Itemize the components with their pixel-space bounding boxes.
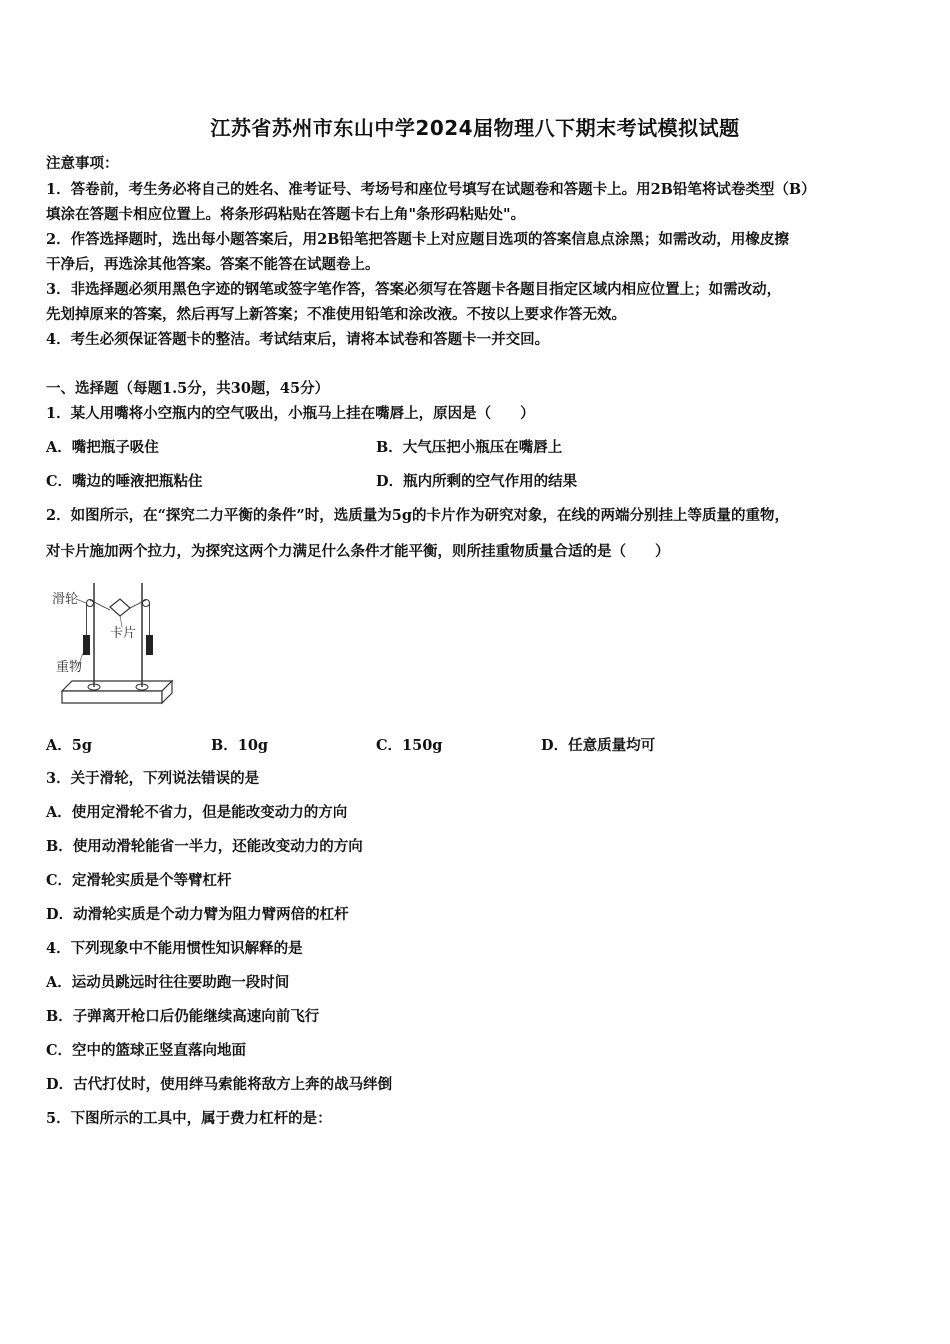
notice-line: 1．答卷前，考生务必将自己的姓名、准考证号、考场号和座位号填写在试题卷和答题卡上。用2B铅笔将试卷类型（B） — [46, 181, 816, 198]
card — [110, 599, 130, 616]
question-3-option-a: A．使用定滑轮不省力，但是能改变动力的方向 — [46, 804, 348, 821]
notice-line: 2．作答选择题时，选出每小题答案后，用2B铅笔把答题卡上对应题目选项的答案信息点涂黑；如需改动，用橡皮擦 — [46, 231, 789, 248]
left-weight — [83, 635, 90, 655]
right-weight — [146, 635, 153, 655]
card-label: 卡片 — [110, 626, 137, 641]
question-3-option-b: B．使用动滑轮能省一半力，还能改变动力的方向 — [46, 838, 363, 855]
two-force-balance-figure — [50, 575, 180, 710]
question-3-option-c: C．定滑轮实质是个等臂杠杆 — [46, 872, 232, 889]
question-3-stem: 3．关于滑轮，下列说法错误的是 — [46, 770, 260, 787]
left-pulley — [87, 600, 94, 607]
base-board-front — [62, 691, 162, 703]
question-5-stem: 5．下图所示的工具中，属于费力杠杆的是： — [46, 1110, 332, 1127]
apparatus-diagram — [50, 575, 180, 710]
question-4-option-c: C．空中的篮球正竖直落向地面 — [46, 1042, 247, 1059]
question-2-option-b: B．10g — [211, 737, 269, 754]
question-4-option-d: D．古代打仗时，使用绊马索能将敌方上奔的战马绊倒 — [46, 1076, 393, 1093]
notice-heading: 注意事项： — [46, 155, 119, 172]
question-1-option-d: D．瓶内所剩的空气作用的结果 — [376, 473, 578, 490]
question-3-option-d: D．动滑轮实质是个动力臂为阻力臂两倍的杠杆 — [46, 906, 349, 923]
question-4-option-a: A．运动员跳远时往往要助跑一段时间 — [46, 974, 290, 991]
question-2-stem: 对卡片施加两个拉力，为探究这两个力满足什么条件才能平衡，则所挂重物质量合适的是（ ） — [46, 543, 670, 560]
weight-label: 重物 — [56, 660, 83, 675]
question-1-option-a: A．嘴把瓶子吸住 — [46, 439, 159, 456]
notice-line: 3．非选择题必须用黑色字迹的钢笔或签字笔作答，答案必须写在答题卡各题目指定区域内相应位置上；如需改动， — [46, 281, 782, 298]
section-heading: 一、选择题（每题1.5分，共30题，45分） — [46, 380, 330, 397]
notice-line: 4．考生必须保证答题卡的整洁。考试结束后，请将本试卷和答题卡一并交回。 — [46, 331, 550, 348]
question-1-option-b: B．大气压把小瓶压在嘴唇上 — [376, 439, 563, 456]
question-1-stem: 1．某人用嘴将小空瓶内的空气吸出，小瓶马上挂在嘴唇上，原因是（ ） — [46, 405, 535, 422]
question-2-stem: 2．如图所示，在“探究二力平衡的条件”时，选质量为5g的卡片作为研究对象，在线的两端分别挂上等质量的重物， — [46, 507, 789, 524]
question-4-stem: 4．下列现象中不能用惯性知识解释的是 — [46, 940, 303, 957]
question-2-option-c: C．150g — [376, 737, 443, 754]
question-4-option-b: B．子弹离开枪口后仍能继续高速向前飞行 — [46, 1008, 320, 1025]
question-2-option-d: D．任意质量均可 — [541, 737, 656, 754]
right-pulley — [143, 600, 150, 607]
notice-line: 干净后，再选涂其他答案。答案不能答在试题卷上。 — [46, 256, 380, 273]
notice-line: 先划掉原来的答案，然后再写上新答案；不准使用铅笔和涂改液。不按以上要求作答无效。 — [46, 306, 626, 323]
question-1-option-c: C．嘴边的唾液把瓶粘住 — [46, 473, 203, 490]
base-board-top — [62, 681, 172, 691]
pulley-label: 滑轮 — [52, 592, 79, 607]
question-2-option-a: A．5g — [46, 737, 92, 754]
page-title: 江苏省苏州市东山中学2024届物理八下期末考试模拟试题 — [210, 116, 740, 140]
notice-line: 填涂在答题卡相应位置上。将条形码粘贴在答题卡右上角"条形码粘贴处"。 — [46, 206, 526, 223]
